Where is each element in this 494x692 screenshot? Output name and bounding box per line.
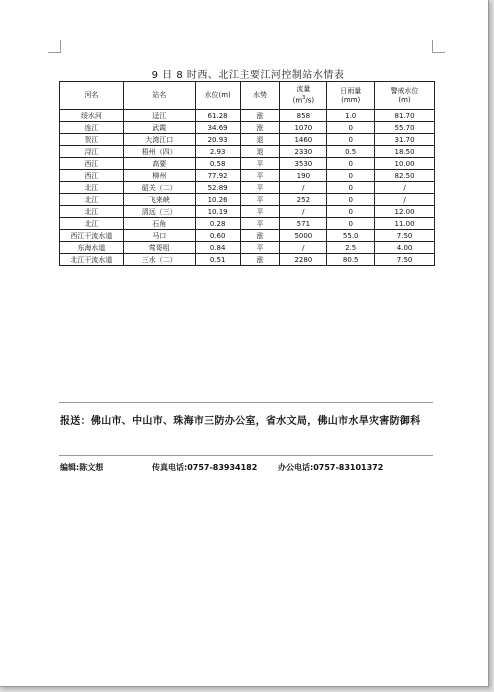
cell-river: 连江 (60, 122, 124, 134)
table-row (60, 194, 435, 206)
cell-station: 柳州 (123, 170, 195, 182)
cell-rain: 0 (327, 134, 375, 146)
cell-rain: 0 (327, 158, 375, 170)
header-river: 河名 (60, 82, 124, 110)
table-row (60, 218, 435, 230)
cell-station: 大湾江口 (123, 134, 195, 146)
cell-river: 西江 (60, 158, 124, 170)
cell-warning-level: 82.50 (375, 170, 435, 182)
table-row (60, 206, 435, 218)
cell-station: 清远（三） (123, 206, 195, 218)
cell-trend: 退 (240, 146, 280, 158)
cell-flow: / (280, 242, 327, 254)
cell-trend: 平 (240, 218, 280, 230)
table-row (60, 254, 435, 266)
cell-warning-level: 10.00 (375, 158, 435, 170)
cell-warning-level: 18.50 (375, 146, 435, 158)
cell-level: 10.19 (195, 206, 240, 218)
cell-flow: 2280 (280, 254, 327, 266)
header-warning-level: 警戒水位 (m) (375, 82, 435, 110)
cell-trend: 退 (240, 134, 280, 146)
cell-level: 77.92 (195, 170, 240, 182)
cell-trend: 涨 (240, 110, 280, 122)
cell-trend: 涨 (240, 254, 280, 266)
table-row (60, 242, 435, 254)
cell-station: 高要 (123, 158, 195, 170)
cell-river: 北江 (60, 182, 124, 194)
cell-flow: 858 (280, 110, 327, 122)
cell-rain: 0.5 (327, 146, 375, 158)
cell-level: 0.58 (195, 158, 240, 170)
cell-warning-level: 7.50 (375, 254, 435, 266)
fax-phone: 传真电话:0757-83934182 (152, 463, 258, 472)
crop-mark-top-left (48, 40, 61, 53)
cell-warning-level: / (375, 194, 435, 206)
table-row (60, 158, 435, 170)
cell-level: 20.93 (195, 134, 240, 146)
cell-flow: 252 (280, 194, 327, 206)
cell-rain: 0 (327, 218, 375, 230)
cell-station: 马口 (123, 230, 195, 242)
cell-flow: 1460 (280, 134, 327, 146)
cell-level: 0.51 (195, 254, 240, 266)
cell-flow: 2330 (280, 146, 327, 158)
cell-station: 莺哥咀 (123, 242, 195, 254)
table-row (60, 134, 435, 146)
cell-trend: 平 (240, 170, 280, 182)
cell-trend: 涨 (240, 122, 280, 134)
cell-river: 绥水河 (60, 110, 124, 122)
cell-flow: 190 (280, 170, 327, 182)
cell-level: 0.28 (195, 218, 240, 230)
cell-river: 北江干流水道 (60, 254, 124, 266)
table-row (60, 230, 435, 242)
cell-flow: / (280, 182, 327, 194)
cell-rain: 0 (327, 182, 375, 194)
cell-river: 北江 (60, 218, 124, 230)
cell-station: 三水（二） (123, 254, 195, 266)
cell-flow: / (280, 206, 327, 218)
header-station: 站名 (123, 82, 195, 110)
divider-middle (59, 455, 433, 456)
table-header-row (60, 82, 435, 110)
crop-mark-top-right (432, 40, 445, 53)
table-row (60, 122, 435, 134)
cell-warning-level: 11.00 (375, 218, 435, 230)
cell-warning-level: / (375, 182, 435, 194)
cell-rain: 80.5 (327, 254, 375, 266)
cell-warning-level: 7.50 (375, 230, 435, 242)
cell-river: 西江 (60, 170, 124, 182)
cell-trend: 涨 (240, 230, 280, 242)
divider-top (59, 402, 433, 403)
cell-station: 韶关（二） (123, 182, 195, 194)
cell-trend: 平 (240, 182, 280, 194)
cell-trend: 平 (240, 158, 280, 170)
cell-warning-level: 55.70 (375, 122, 435, 134)
cell-flow: 571 (280, 218, 327, 230)
cell-warning-level: 4.00 (375, 242, 435, 254)
cell-flow: 5000 (280, 230, 327, 242)
cell-station: 迳江 (123, 110, 195, 122)
cell-rain: 0 (327, 122, 375, 134)
cell-level: 61.28 (195, 110, 240, 122)
cell-river: 浔江 (60, 146, 124, 158)
cell-rain: 0 (327, 206, 375, 218)
cell-level: 10.26 (195, 194, 240, 206)
header-trend: 水势 (240, 82, 280, 110)
cell-warning-level: 81.70 (375, 110, 435, 122)
cell-warning-level: 31.70 (375, 134, 435, 146)
cell-flow: 3530 (280, 158, 327, 170)
cell-trend: 平 (240, 194, 280, 206)
water-level-table (59, 81, 435, 266)
cell-station: 武霞 (123, 122, 195, 134)
cell-rain: 2.5 (327, 242, 375, 254)
cell-flow: 1070 (280, 122, 327, 134)
cell-level: 52.89 (195, 182, 240, 194)
header-rain: 日雨量 (mm) (327, 82, 375, 110)
office-phone: 办公电话:0757-83101372 (278, 463, 384, 472)
table-row (60, 146, 435, 158)
cell-rain: 1.0 (327, 110, 375, 122)
cell-trend: 平 (240, 206, 280, 218)
table-row (60, 182, 435, 194)
cell-river: 西江干流水道 (60, 230, 124, 242)
cell-river: 贺江 (60, 134, 124, 146)
cell-rain: 0 (327, 194, 375, 206)
cell-river: 北江 (60, 194, 124, 206)
cell-river: 东海水道 (60, 242, 124, 254)
table-title: 9 日 8 时西、北江主要江河控制站水情表 (151, 70, 345, 81)
cell-warning-level: 12.00 (375, 206, 435, 218)
recipients: 报送：佛山市、中山市、珠海市三防办公室，省水文局，佛山市水旱灾害防御科 (60, 416, 421, 427)
header-flow: 流量 $(m^3/s)$ (280, 82, 327, 110)
cell-level: 34.69 (195, 122, 240, 134)
table-row (60, 110, 435, 122)
editor-label: 编辑:陈文想 (60, 463, 104, 472)
table-row (60, 170, 435, 182)
cell-level: 0.60 (195, 230, 240, 242)
cell-river: 北江 (60, 206, 124, 218)
cell-level: 0.84 (195, 242, 240, 254)
cell-trend: 平 (240, 242, 280, 254)
cell-station: 飞来峡 (123, 194, 195, 206)
header-level: 水位(m) (195, 82, 240, 110)
cell-level: 2.93 (195, 146, 240, 158)
cell-station: 石角 (123, 218, 195, 230)
cell-station: 梧州（四） (123, 146, 195, 158)
cell-rain: 55.0 (327, 230, 375, 242)
cell-rain: 0 (327, 170, 375, 182)
